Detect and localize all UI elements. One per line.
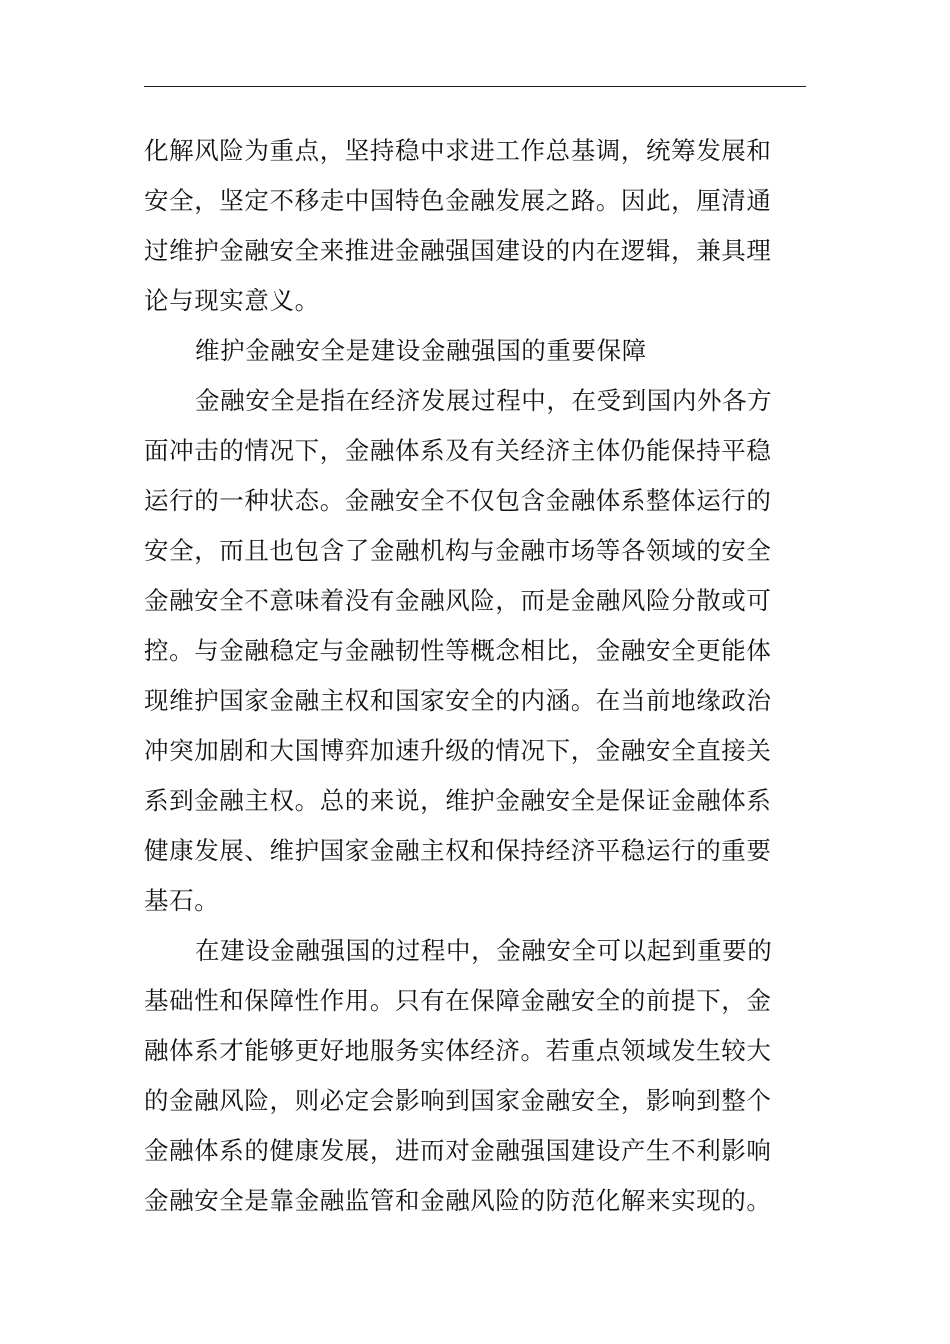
text-line: 现维护国家金融主权和国家安全的内涵。在当前地缘政治 xyxy=(144,686,772,715)
text-line: 过维护金融安全来推进金融强国建设的内在逻辑，兼具理 xyxy=(144,236,772,265)
text-line: 金融安全不意味着没有金融风险，而是金融风险分散或可 xyxy=(144,586,772,615)
text-line: 系到金融主权。总的来说，维护金融安全是保证金融体系 xyxy=(144,786,772,815)
body-text xyxy=(144,126,806,1226)
text-line: 融体系才能够更好地服务实体经济。若重点领域发生较大 xyxy=(144,1036,772,1065)
text-line: 运行的一种状态。金融安全不仅包含金融体系整体运行的 xyxy=(144,486,772,515)
text-line: 金融安全是靠金融监管和金融风险的防范化解来实现的。 xyxy=(144,1186,772,1215)
text-line: 安全，坚定不移走中国特色金融发展之路。因此，厘清通 xyxy=(144,186,772,215)
text-line: 控。与金融稳定与金融韧性等概念相比，金融安全更能体 xyxy=(144,636,772,665)
text-line: 安全，而且也包含了金融机构与金融市场等各领域的安全 xyxy=(144,536,772,565)
text-line: 基础性和保障性作用。只有在保障金融安全的前提下，金 xyxy=(144,986,772,1015)
text-line: 的金融风险，则必定会影响到国家金融安全，影响到整个 xyxy=(144,1086,772,1115)
text-line: 金融体系的健康发展，进而对金融强国建设产生不利影响 xyxy=(144,1136,772,1165)
text-line: 化解风险为重点，坚持稳中求进工作总基调，统筹发展和 xyxy=(144,136,772,165)
text-line: 基石。 xyxy=(144,886,220,915)
paragraph-start-line: 金融安全是指在经济发展过程中，在受到国内外各方 xyxy=(195,386,773,415)
section-heading: 维护金融安全是建设金融强国的重要保障 xyxy=(195,336,647,365)
paragraph-start-line: 在建设金融强国的过程中，金融安全可以起到重要的 xyxy=(195,936,773,965)
text-line: 健康发展、维护国家金融主权和保持经济平稳运行的重要 xyxy=(144,836,772,865)
text-line: 冲突加剧和大国博弈加速升级的情况下，金融安全直接关 xyxy=(144,736,772,765)
text-line: 面冲击的情况下，金融体系及有关经济主体仍能保持平稳 xyxy=(144,436,772,465)
text-line: 论与现实意义。 xyxy=(144,286,320,315)
header-rule xyxy=(144,86,806,87)
